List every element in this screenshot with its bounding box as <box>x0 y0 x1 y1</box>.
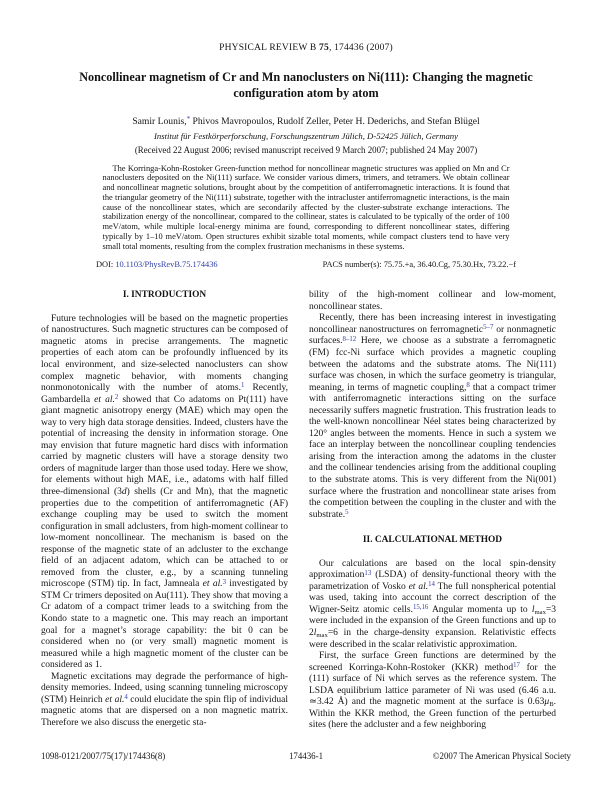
abstract-text: The Korringa-Kohn-Rostoker Green-function method for noncollinear magnetic structures was applied on Mn and Cr nanoclusters deposited on the Ni(111) surface. We consider various dimers, trimers, and tetramers. We obtain collinear and noncollinear magnetic solutions, brought about by the competition of antiferromagnetic interactions. It is found that the triangular geometry of the Ni(111) substrate, together with the intracluster antiferromagnetic interactions, is the main cause of the noncollinear states, which are secondarily affected by the cluster-substrate exchange interactions. The stabilization energy of the noncollinear, compared to the collinear, states is calculated to be typically of the order of 100 meV/atom, while multiple local-energy minima are found, corresponding to different noncollinear states, differing typically by 1–10 meV/atom. Open structures exhibit sizable total moments, while compact clusters tend to have very small total moments, resulting from the complex frustration mechanisms in these systems. <box>102 163 510 251</box>
citation-ref[interactable]: 2 <box>114 394 119 402</box>
text-run: that a compact trimer with antiferromagnetic interactions sitting on the surface necessarily suffers magnetic frustration. This frustration leads to the well-known noncollinear Néel states being characterized by 120° angles between the moments. Hence in such a system we face an interplay between the noncollinear coupling tendencies arising from the interaction among the adatoms in the cluster and the collinear tendencies arising from the additional coupling to the substrate atoms. This is very different from the Ni(001) surface where the frustration and noncollinear state arises from the competition between the coupling in the cluster and with the substrate. <box>309 382 556 520</box>
citation-ref[interactable]: * <box>186 116 191 124</box>
paper-title <box>41 70 571 101</box>
citation-ref[interactable]: 13 <box>364 569 372 577</box>
text-run: l <box>313 628 317 639</box>
pacs-numbers: PACS number(s): 75.75.+a, 36.40.Cg, 75.30.Hx, 73.22.−f <box>322 260 516 270</box>
author-line <box>41 116 571 127</box>
text-run: d <box>121 487 127 497</box>
text-run: Here, we choose as a substrate a ferromagnetic (FM) fcc-Ni surface which provides a magnetic coupling between the adatoms and the substrate atoms. The Ni(111) surface was chosen, in which the surface geometry is triangular, meaning, in terms of magnetic coupling, <box>309 336 556 393</box>
text-run: et al. <box>408 581 429 592</box>
text-run: investigated by STM Cr trimers deposited on Au(111). They show that moving a Cr adatom of a compact trimer leads to a switching from the Kondo state to a magnetic one. This may reach an important goal for a magnet’s storage capability: the bit 0 can be considered when no (or very small) magnetic moment is measured while a high magnetic moment of the cluster can be considered as 1. <box>41 579 289 671</box>
page-number: 174436-1 <box>288 751 324 761</box>
citation-ref[interactable]: 15,16 <box>412 604 429 612</box>
text-run: First, the surface Green functions are determined by the screened Korringa-Kohn-Rostoker (KKR) method <box>309 651 556 673</box>
text-run: . Within the KKR method, the Green function of the perturbed sites (here the adcluster and a few neighboring <box>309 697 556 731</box>
section-heading-method: II. CALCULATIONAL METHOD <box>362 535 503 546</box>
text-run: 75 <box>319 43 329 53</box>
citation-ref[interactable]: 8–12 <box>342 335 357 343</box>
issn-identifier: 1098-0121/2007/75(17)/174436(8) <box>41 751 166 761</box>
text-run: Angular momenta up to <box>428 604 532 615</box>
text-run: =3 were included in the expansion of the Green functions and up to 2 <box>309 604 556 639</box>
left-column <box>41 290 288 732</box>
intro-paragraph-2-continued <box>309 290 556 313</box>
paper-title-line-2: configuration atom by atom <box>233 85 379 100</box>
intro-paragraph-3 <box>309 313 556 521</box>
journal-header <box>41 43 571 53</box>
text-run: et al. <box>202 579 223 590</box>
citation-ref[interactable]: 1 <box>240 382 245 390</box>
method-paragraph-2 <box>309 651 556 732</box>
intro-paragraph-2 <box>41 672 288 730</box>
citation-ref[interactable]: 17 <box>513 662 520 670</box>
intro-paragraph-1 <box>41 314 288 672</box>
citation-ref[interactable]: 3 <box>222 578 227 586</box>
text-run: bility of the high-moment collinear and low-moment, noncollinear states. <box>309 290 556 312</box>
doi-pacs-row <box>96 260 516 269</box>
received-line: (Received 22 August 2006; revised manuscript received 9 March 2007; published 24 May 2007) <box>134 144 478 155</box>
section-heading-introduction: I. INTRODUCTION <box>122 290 207 301</box>
citation-ref[interactable]: 8 <box>466 382 470 390</box>
text-run: could elucidate the spin flip of individual magnetic atoms that are dispersed on a non magnetic matrix. Therefore we also discuss the energetic sta- <box>41 694 288 728</box>
copyright-notice: ©2007 The American Physical Society <box>432 751 571 761</box>
text-run: B <box>549 701 554 709</box>
text-run: , 174436 (2007) <box>328 43 393 53</box>
citation-ref[interactable]: 5–7 <box>483 324 494 332</box>
text-run: et al. <box>105 694 125 705</box>
doi-label: DOI: <box>96 260 116 270</box>
text-run: Samir Lounis, <box>132 116 187 127</box>
text-run: Recently, Gambardella <box>41 383 288 405</box>
text-run: The full nonspherical potential was used, taking into account the correct description of the Wigner-Seitz atomic cells. <box>309 581 556 615</box>
text-run: (LSDA) of density-functional theory with the parametrization of Vosko <box>309 570 556 592</box>
text-run: ) shells (Cr and Mn), that the magnetic properties due to the competition of antiferromagnetic (AF) exchange coupling may be used to switch the moment configuration in small adclusters, from high-moment collinear to low-moment noncollinear. The mechanism is based on the response of the magnetic state of an adcluster to the exchange field of an adjacent adatom, which can be attached to or removed from the cluster, e.g., by a scanning tunneling microscope (STM) tip. In fact, Jamneala <box>41 487 288 590</box>
text-run: Our calculations are based on the local spin-density approximation <box>309 558 556 581</box>
text-run: for the (111) surface of Ni which serves as the reference system. The LSDA equilibrium lattice parameter of Ni was used (6.46 a.u. ≃3.42 Å) and the magnetic moment at the surface is 0.63 <box>309 662 556 708</box>
citation-ref[interactable]: 5 <box>345 509 349 517</box>
page-footer <box>41 751 571 761</box>
text-run: l <box>531 604 535 615</box>
body-columns <box>41 290 571 732</box>
text-run: PHYSICAL REVIEW B <box>219 43 320 53</box>
text-run: et al. <box>94 394 115 405</box>
text-run: showed that Co adatoms on Pt(111) have giant magnetic anisotropy energy (MAE) which may open the way to very high data storage densities. Indeed, clusters have the potential of increasing the density in information storage. One may envision that future magnetic hard discs with information carried by magnetic clusters will have a storage density two orders of magnitude larger than those used today. Here we show, for elements without high MAE, i.e., adatoms with half filled three-dimensional (3 <box>41 394 289 497</box>
text-run: μ <box>544 697 550 708</box>
text-run: Recently, there has been increasing interest in investigating noncollinear nanostructures on ferromagnetic <box>309 313 556 335</box>
citation-ref[interactable]: 14 <box>428 581 435 589</box>
text-run: =6 in the charge-density expansion. Relativistic effects were described in the scalar relativistic approximation. <box>309 628 556 650</box>
text-run: Magnetic excitations may degrade the performance of high-density memories. Indeed, using scanning tunneling microscopy (STM) Heinrich <box>41 671 288 705</box>
doi-entry <box>96 260 218 269</box>
text-run: or nonmagnetic surfaces. <box>309 324 557 347</box>
text-run: Future technologies will be based on the magnetic properties of nanostructures. Such magnetic structures can be composed of magnetic atoms in precise arrangements. The magnetic properties of each atom can be profoundly influenced by its local environment, and size-selected nanoclusters can show complex magnetic behavior, with moments changing nonmonotonically with the number of atoms. <box>41 313 288 394</box>
text-run: max <box>316 631 328 639</box>
citation-ref[interactable]: 4 <box>124 694 128 702</box>
affiliation-line: Institut für Festkörperforschung, Forschungszentrum Jülich, D-52425 Jülich, Germany <box>153 130 459 141</box>
text-run: Phivos Mavropoulos, Rudolf Zeller, Peter H. Dederichs, and Stefan Blügel <box>190 116 480 127</box>
text-run: max <box>534 608 546 616</box>
method-paragraph-1 <box>309 559 556 651</box>
doi-link[interactable]: 10.1103/PhysRevB.75.174436 <box>115 260 218 270</box>
right-column <box>309 290 556 732</box>
paper-title-line-1: Noncollinear magnetism of Cr and Mn nanoclusters on Ni(111): Changing the magnetic <box>79 70 533 84</box>
